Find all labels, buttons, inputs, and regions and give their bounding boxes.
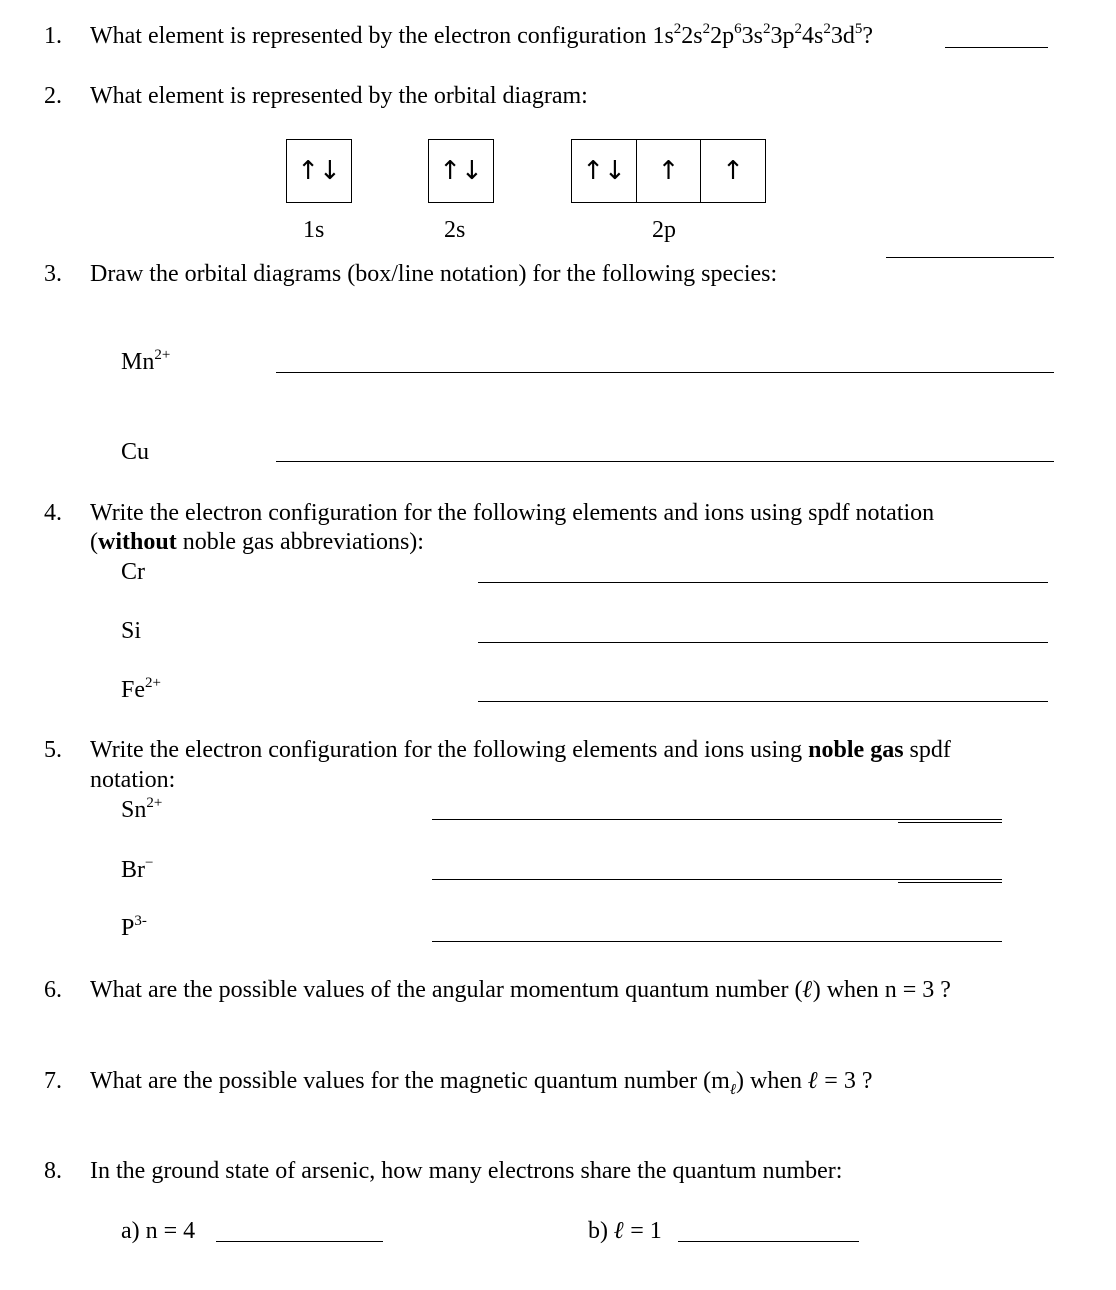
q1-seg-6: 3d xyxy=(830,23,855,49)
orbital-box-1s: ↑↓ xyxy=(286,139,352,203)
q2-text: What element is represented by the orbital diagram: xyxy=(90,83,588,109)
q4-line-2-open: ( xyxy=(90,529,98,555)
q3-species-mn-base: Mn xyxy=(121,349,155,375)
q2-number: 2. xyxy=(44,83,62,109)
q3-cu-answer-line[interactable] xyxy=(276,461,1054,462)
q7-number: 7. xyxy=(44,1068,62,1094)
q5-line-1-pre: Write the electron configuration for the following elements and ions using xyxy=(90,737,809,763)
q1-text-pre: What element is represented by the electron configuration 1s xyxy=(90,23,674,49)
q8-b-answer-blank[interactable] xyxy=(678,1241,859,1242)
q4-species-fe xyxy=(121,676,161,704)
q7-sub-ell: ℓ xyxy=(729,1081,737,1098)
q5-species-sn-base: Sn xyxy=(121,797,147,823)
q3-species-mn-charge: 2+ xyxy=(154,347,171,363)
q1-seg-7: ? xyxy=(862,23,873,49)
orbital-box-2p-1: ↑↓ xyxy=(571,139,637,203)
q4-line-2-bold: without xyxy=(98,529,177,555)
orbital-label-2s: 2s xyxy=(444,217,466,243)
q5-species-br-base: Br xyxy=(121,857,145,883)
q4-number: 4. xyxy=(44,500,62,526)
q7-text-post: = 3 ? xyxy=(818,1068,873,1094)
q5-species-br-charge: − xyxy=(145,855,154,871)
q3-species-mn xyxy=(121,348,170,376)
q3-species-cu: Cu xyxy=(121,439,150,465)
q8-part-b-post: = 1 xyxy=(624,1218,662,1244)
q5-line-1-post: spdf xyxy=(903,737,951,763)
q1-sup-6: 2 xyxy=(823,21,831,37)
orbital-box-2p-3: ↑ xyxy=(701,139,766,203)
q5-line-2: notation: xyxy=(90,767,176,793)
q3-mn-answer-line[interactable] xyxy=(276,372,1054,373)
q5-line-1 xyxy=(90,736,951,764)
q4-line-2 xyxy=(90,528,424,556)
q5-line-1-bold: noble gas xyxy=(808,737,904,763)
q7-ell-symbol: ℓ xyxy=(808,1068,819,1094)
q4-species-cr: Cr xyxy=(121,559,145,585)
q4-si-answer-line[interactable] xyxy=(478,642,1048,643)
q4-species-fe-base: Fe xyxy=(121,677,145,703)
q8-ell-symbol: ℓ xyxy=(614,1218,625,1244)
q6-text-pre: What are the possible values of the angular momentum quantum number ( xyxy=(90,977,803,1003)
q4-species-si: Si xyxy=(121,618,142,644)
q6-text-post: ) when n = 3 ? xyxy=(812,977,951,1003)
q1-sup-5: 2 xyxy=(794,21,802,37)
q5-species-sn-charge: 2+ xyxy=(146,795,163,811)
q6-ell-symbol: ℓ xyxy=(802,977,813,1003)
q1-number: 1. xyxy=(44,23,62,49)
q6-text xyxy=(90,976,951,1004)
orbital-label-1s: 1s xyxy=(303,217,325,243)
q1-sup-7: 5 xyxy=(854,21,863,37)
q8-text: In the ground state of arsenic, how many electrons share the quantum number: xyxy=(90,1158,843,1184)
q8-part-b-pre: b) xyxy=(588,1218,614,1244)
orbital-label-2p: 2p xyxy=(652,217,676,243)
q4-line-1: Write the electron configuration for the following elements and ions using spdf notation xyxy=(90,500,935,526)
q1-answer-blank[interactable] xyxy=(945,47,1048,48)
q3-number: 3. xyxy=(44,261,62,287)
q1-seg-3: 3s xyxy=(741,23,763,49)
q5-number: 5. xyxy=(44,737,62,763)
orbital-box-2p-2: ↑ xyxy=(637,139,701,203)
orbital-box-2s: ↑↓ xyxy=(428,139,494,203)
q4-line-2-rest: noble gas abbreviations): xyxy=(176,529,424,555)
q4-cr-answer-line[interactable] xyxy=(478,582,1048,583)
q5-sn-answer-line-extra xyxy=(898,822,1002,823)
q5-species-p xyxy=(121,914,147,942)
q7-text xyxy=(90,1067,872,1104)
q1-sup-4: 2 xyxy=(762,21,771,37)
q8-part-b xyxy=(588,1217,662,1245)
q5-species-p-charge: 3- xyxy=(134,913,147,929)
q8-a-answer-blank[interactable] xyxy=(216,1241,383,1242)
q5-species-sn xyxy=(121,796,162,824)
q5-p-answer-line[interactable] xyxy=(432,941,1002,942)
q1-seg-2: 2p xyxy=(710,23,735,49)
q7-text-pre: What are the possible values for the magnetic quantum number (m xyxy=(90,1068,730,1094)
q1-seg-4: 3p xyxy=(770,23,795,49)
q1-seg-5: 4s xyxy=(801,23,824,49)
q1-seg-1: 2s xyxy=(681,23,703,49)
q8-part-a: a) n = 4 xyxy=(121,1218,196,1244)
q5-br-answer-line[interactable] xyxy=(432,879,1002,880)
q2-answer-blank[interactable] xyxy=(886,257,1054,258)
q8-number: 8. xyxy=(44,1158,62,1184)
q6-number: 6. xyxy=(44,977,62,1003)
q1-sup-3: 6 xyxy=(734,21,742,37)
q5-species-br xyxy=(121,856,153,884)
q7-text-mid: ) when xyxy=(736,1068,809,1094)
q5-species-p-base: P xyxy=(121,915,135,941)
q1-text xyxy=(90,22,873,50)
q4-species-fe-charge: 2+ xyxy=(145,675,161,691)
q4-fe-answer-line[interactable] xyxy=(478,701,1048,702)
q3-text: Draw the orbital diagrams (box/line notation) for the following species: xyxy=(90,261,778,287)
q1-sup-2: 2 xyxy=(702,21,711,37)
q5-br-answer-line-extra xyxy=(898,882,1002,883)
q1-sup-1: 2 xyxy=(673,21,682,37)
q5-sn-answer-line[interactable] xyxy=(432,819,1002,820)
